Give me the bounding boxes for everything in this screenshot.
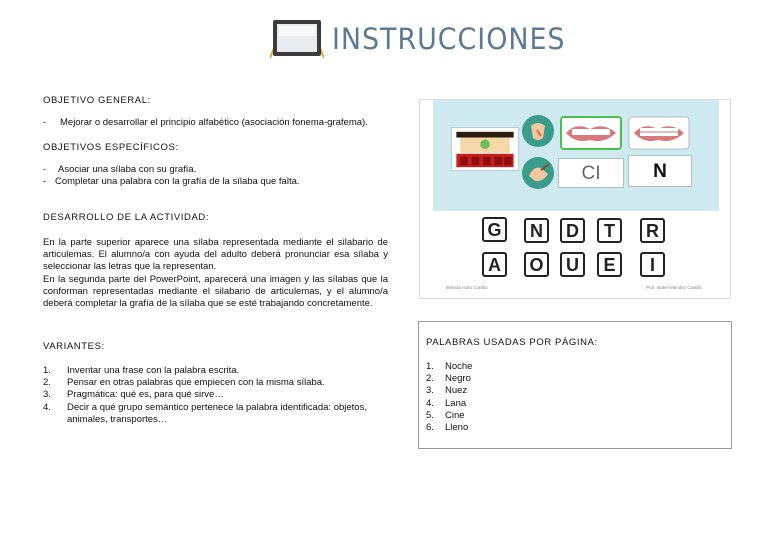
variants-list bbox=[43, 365, 388, 426]
list-item: 6. Lleno bbox=[426, 422, 469, 434]
letter-tile: O bbox=[524, 252, 549, 277]
specific-objectives-list bbox=[43, 164, 403, 188]
letter-tile: T bbox=[597, 218, 622, 243]
mouth-image-2 bbox=[628, 116, 690, 150]
letter-tile: D bbox=[560, 218, 585, 243]
slide-preview bbox=[419, 99, 731, 299]
general-objective-list bbox=[43, 117, 403, 129]
letter-tile: E bbox=[597, 252, 622, 277]
development-title: DESARROLLO DE LA ACTIVIDAD: bbox=[43, 212, 210, 223]
list-item: 3. Nuez bbox=[426, 385, 468, 397]
letter-tile: R bbox=[640, 218, 665, 243]
list-item: - Mejorar o desarrollar el principio alfabético (asociación fonema-grafema). bbox=[43, 117, 368, 128]
list-item: 2. Pensar en otras palabras que empiecen con la misma sílaba. bbox=[43, 377, 325, 389]
header bbox=[270, 18, 590, 62]
answer-box: N bbox=[628, 155, 692, 187]
general-objective-title: OBJETIVO GENERAL: bbox=[43, 95, 151, 106]
hand-sign-icon bbox=[521, 156, 555, 190]
list-item: 3. Pragmática: qué es, para qué sirve… bbox=[43, 389, 224, 401]
slide-credit-left: Belinda Haro Cordito bbox=[446, 285, 488, 290]
letter-tile: A bbox=[482, 252, 507, 277]
whiteboard-icon bbox=[270, 18, 324, 60]
list-item: 1. Noche bbox=[426, 361, 473, 372]
development-paragraph-1: En la parte superior aparece una sílaba representada mediante el silabario de articulemas. El alumno/a con ayuda del adulto deberá pronunciar esa sílaba y seleccionar las letras que la representan. bbox=[43, 237, 388, 273]
letter-tile: G bbox=[482, 217, 507, 242]
syllable-box: CI bbox=[558, 158, 624, 188]
list-item: 1. Inventar una frase con la palabra escrita. bbox=[43, 365, 240, 376]
page-title: INSTRUCCIONES bbox=[332, 22, 566, 56]
throat-sign-icon bbox=[521, 114, 555, 148]
variants-title: VARIANTES: bbox=[43, 341, 105, 352]
letter-tile: N bbox=[524, 218, 549, 243]
words-box bbox=[418, 321, 732, 449]
cinema-picture bbox=[451, 127, 519, 171]
development-paragraph-2: En la segunda parte del PowerPoint, aparecerá una imagen y las sílabas que la conforman representadas mediante el silabario de articulemas, y el alumno/a deberá completar la grafía de la sílaba que se esté trabajando concretamente. bbox=[43, 274, 388, 310]
list-item: 4. Decir a qué grupo semántico pertenece la palabra identificada: objetos, animales, transportes… bbox=[43, 401, 367, 425]
specific-objectives-title: OBJETIVOS ESPECÍFICOS: bbox=[43, 142, 179, 153]
list-item: 4. Lana bbox=[426, 397, 467, 409]
list-item: - Completar una palabra con la grafía de la sílaba que falta. bbox=[43, 176, 300, 188]
words-title: PALABRAS USADAS POR PÁGINA: bbox=[426, 337, 598, 348]
list-item: 2. Negro bbox=[426, 373, 471, 385]
slide-credit-right: Prof. Isabel Mendez Castillo bbox=[646, 285, 703, 290]
letter-tile: U bbox=[560, 252, 585, 277]
list-item: - Asociar una sílaba con su grafía. bbox=[43, 164, 197, 175]
mouth-image-1 bbox=[560, 116, 622, 150]
words-list bbox=[426, 361, 626, 434]
list-item: 5. Cine bbox=[426, 409, 465, 421]
letter-tile: I bbox=[640, 252, 665, 277]
